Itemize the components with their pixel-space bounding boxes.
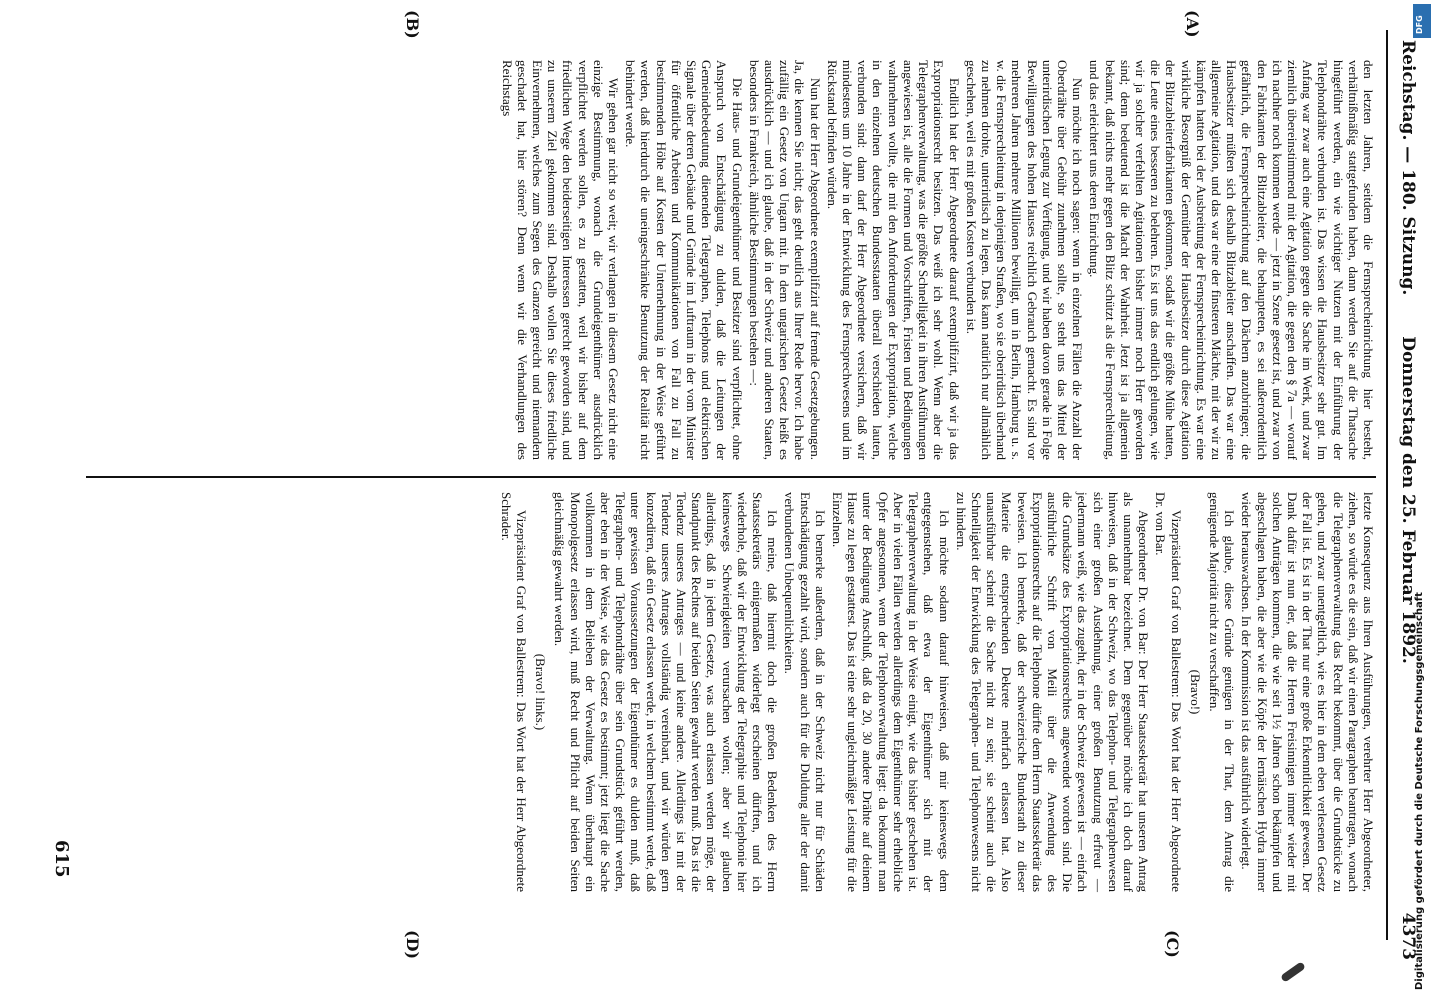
sheet-number: 615 — [51, 840, 72, 878]
paragraph: Nun möchte ich noch sagen: wenn in einzelnen Fällen die Anzahl der Oberdrähte über Gebühr zunehmen sollte, so steht uns das Mittel der unterirdischen Legung zur Verfügung, und wir haben davon gerade in Folge Bewilligungen des hohen Hauses reichlich Gebrauch gemacht. Es sind vor mehreren Jahren mehrere Millionen bewilligt, um in Berlin, Hamburg u. s. w. die Fernsprechleitung in denjenigen Straßen, wo sie oberirdisch überhand zu nehmen drohte, unterirdisch zu legen. Das kann natürlich nur allmählich geschehen, weil es mit großen Kosten verbunden ist. — [963, 60, 1086, 460]
speaker-paragraph: Vizepräsident Graf von Ballestrem: Das Wort hat der Herr Abgeordnete Dr. von Bar. — [1153, 492, 1184, 892]
dfg-logo-text: DFG — [1415, 15, 1424, 34]
margin-sign-d: (D) — [403, 930, 422, 960]
margin-sign-c: (C) — [1163, 930, 1182, 958]
header-center: Donnerstag den 25. Februar 1892. — [1398, 336, 1418, 664]
header-rule — [1386, 30, 1388, 940]
interjection: (Bravo! links.) — [533, 653, 549, 731]
paragraph: Endlich hat der Herr Abgeordnete darauf exemplifizirt, daß wir ja das Expropriationsrecht besitzen. Das weiß ich sehr wohl. Wenn aber die Telegraphenverwaltung, was die größte Schnelligkeit in ihren Ausführungen angewiesen ist, alle die Formen und Vorschriften, Fristen und Bedingungen wahrnehmen wollte, die mit den Anforderungen der Expropriation, welche in den einzelnen deutschen Bundesstaaten überall verschieden lauten, verbunden sind: dann darf der Herr Abgeordnete versichern, daß wir mindestens um 10 Jahre in der Entwicklung des Fernsprechwesens und im Rückstand befinden würden. — [824, 60, 962, 460]
paragraph: Ich möchte sodann darauf hinweisen, daß mir keineswegs dem entgegenstehen, daß etwa der Eigenthümer sich mit der Telegraphenverwaltung in der Weise einigt, wie das bisher geschehen ist. Aber in vielen Fällen werden allerdings dem Eigenthümer sehr erhebliche Opfer angesonnen, wenn der Telephonverwaltung liegt: da bekommt man unter der Bedingung Anschluß, daß da 20, 30 andere Drähte auf deinem Hause zu legen gestattest. Das ist eine sehr ungleichmäßige Leistung für die Einzelnen. — [830, 492, 952, 892]
header-page-number: 4373 — [1398, 912, 1418, 960]
paragraph: Ich bemerke außerdem, daß in der Schweiz nicht nur für Schäden Entschädigung gezahlt wird, sondern auch für die Duldung aller der damit verbundenen Unbequemlichkeiten. — [782, 492, 828, 892]
footer-text: Digitalisierung gefördert durch die Deutsche Forschungsgemeinschaft — [1414, 592, 1425, 990]
speaker-paragraph: Abgeordneter Dr. von Bar: Der Herr Staatssekretär hat unseren Antrag als unannehmbar bezeichnet. Dem gegenüber möchte ich doch darauf hinweisen, daß in der Schweiz, wo das Telephon- und Telegraphenwesen sich einer großen Ausdehnung, einer großen Benutzung erfreut — jedermann weiß, wie das zugeht, der in der Schweiz gewesen ist — einfach die Grundsätze des Expropriationsrechtes angewendet worden sind. Die ausführliche Schrift von Meili über die Anwendung des Expropriationsrechts auf die Telephone dürfte dem Herrn Staatssekretär das beweisen. Ich bemerke, daß der schweizerische Bundesrath zu dieser Materie die entsprechenden Dekrete mehrfach erlassen hat. Also unausführbar scheint die Sache nicht zu sein; sie scheint auch die Schnelligkeit der Entwicklung des Telegraphen- und Telephonwesens nicht zu hindern. — [953, 492, 1152, 892]
quoted-paragraph: Die Haus- und Grundeigenthümer und Besitzer sind verpflichtet, ohne Anspruch von Entschädigung zu dulden, daß die Leitungen der Gemeindebedeutung dienenden Telegraphen, Telephons und elektrischen Signale über deren Gebäude und Gründe im Luftraum in der vom Minister für öffentliche Arbeiten und Kommunikationen von Fall zu Fall zu bestimmenden Höhe auf Kosten der Unternehmung in der Weise geführt werden, daß hierdurch die uneingeschränkte Benutzung der Realität nicht behindert werde. — [623, 60, 745, 460]
paragraph: letzte Konsequenz aus Ihren Ausführungen, verehrter Herr Abgeordneter, ziehen, so würde es die sein, daß wir einen Paragraphen beantragen, wonach die Telegraphenverwaltung das Recht bekommt, über die Grundstücke zu gehen, und zwar unentgeltlich, wie es hier in dem eben verlesenen Gesetz der Fall ist. Es ist in der That nur eine große Erkenntlichkeit gewesen. Der Dank dafür ist nun der, daß die Herren Freisinnigen immer wieder mit solchen Anträgen kommen, die wie seit 1½ Jahren schon bekämpfen und abgeschlagen haben, die aber wie die Köpfe der lernäischen Hydra immer wieder herauswachsen. In der Kommission ist das ausführlich widerlegt. — [1239, 492, 1376, 892]
interjection: (Bravo!) — [1187, 669, 1203, 715]
text-column-left — [66, 60, 1376, 460]
paragraph: Ich meine, daß hiermit doch die großen Bedenken des Herrn Staatssekretärs einigermaßen widerlegt erscheinen dürften, und ich wiederhole, daß wir der Entwicklung der Telegraphie und Telephonie hier keineswegs Schwierigkeiten verursachen wollen; aber wir glauben allerdings, daß in jedem Gesetze, was auch erlassen werden möge, der Standpunkt des Rechtes auf beiden Seiten gewahrt werden muß. Das ist die Tendenz unseres Antrages — und keine andere. Allerdings ist mit der Tendenz unseres Antrages vollständig vereinbart, und wir würden gern konzediren, daß ein Gesetz erlassen werde, in welchem bestimmt werde, daß unter gewissen Voraussetzungen der Eigenthümer es dulden muß, daß Telegraphen- und Telephondrähte über sein Grundstück geführt werden, aber eben in der Weise, wie das Gesetz es bestimmt; jetzt liegt die Sache vollkommen in dem Belieben der Verwaltung. Wenn überhaupt ein Monopolgesetz erlassen wird, muß Recht und Pflicht auf beiden Seiten gleichmäßig gewahrt werden. — [552, 492, 781, 892]
paragraph: Wir gehen gar nicht so weit; wir verlangen in diesem Gesetz nicht eine einzige Bestimmung, wonach die Grundeigenthümer ausdrücklich verpflichtet werden sollen, es zu gestatten, weil wir bisher auf dem friedlichen Wege den beiderseitigen Interessen gerecht geworden sind, und zu unserem Ziel gekommen sind. Deshalb wollen Sie dieses friedliche Einvernehmen, welches zum Segen des Ganzen gereicht und niemandem geschadet hat, hier stören? Denn wenn wir die Verhandlungen des Reichstags — [499, 60, 622, 460]
paragraph: Ich glaube, diese Gründe genügen in der That, dem Antrag die genügende Majorität nicht zu verschaffen. — [1206, 492, 1238, 892]
column-divider — [86, 476, 1376, 478]
paragraph: Nun hat der Herr Abgeordnete exemplifizirt auf fremde Gesetzgebungen. Ja, die kennen Sie nicht; das geht deutlich aus Ihrer Rede hervor. Ich habe zufällig ein Gesetz von Ungarn mit. In dem ungarischen Gesetz heißt es ausdrücklich — und ich glaube, daß in der Schweiz und anderen Staaten, besonders in Frankreich, ähnliche Bestimmungen bestehen —: — [746, 60, 823, 460]
margin-sign-b: (B) — [403, 10, 422, 39]
text-column-right — [66, 492, 1376, 892]
header-left: Reichstag. — 180. Sitzung. — [1398, 40, 1418, 296]
speaker-paragraph: Vizepräsident Graf von Ballestrem: Das Wort hat der Herr Abgeordnete Schrader. — [498, 492, 530, 892]
running-header — [1386, 10, 1426, 990]
margin-sign-a: (A) — [1183, 10, 1202, 38]
paragraph: den letzten Jahren, seitdem die Fernsprecheinrichtung hier besteht, verhältnißmäßig stattgefunden haben, dann werden Sie auf die Thatsache hingeführt werden, ein wie wichtiger Nutzen mit der Einführung der Telephondrähte verbunden ist. Das wissen die Hausbesitzer sehr gut. Im Anfang war zwar auch eine Agitation gegen die Sache im Werk, und zwar ziemlich übereinstimmend mit der Agitation, die gegen den § 7a — worauf ich nachher noch kommen werde — jetzt in Szene gesetzt ist, und zwar von den Fabrikanten der Blitzableiter, die behaupteten, es sei außerordentlich gefährlich, die Fernsprecheinrichtung auf den Dächern anzubringen; die Hausbesitzer müßten sich deshalb Blitzableiter anschaffen. Das war eine allgemeine Agitation, und das war eine der finsteren Mächte, mit der wir zu kämpfen hatten bei der Ausbreitung der Fernsprecheinrichtung. Es war eine wirkliche Besorgniß der Gemüther der Hausbesitzer durch diese Agitation der Blitzableiterfabrikanten gekommen, sodaß wir die größte Mühe hatten, die Leute eines besseren zu belehren. Es ist uns das endlich gelungen, wie wir ja solcher verfehlten Agitationen bisher immer noch Herr geworden sind; denn bedeutend ist die Macht der Wahrheit. Jetzt ist ja allgemein bekannt, daß nichts mehr gegen den Blitz schützt als die Fernsprechleitung, und das erleichtert uns deren Einrichtung. — [1087, 60, 1376, 460]
